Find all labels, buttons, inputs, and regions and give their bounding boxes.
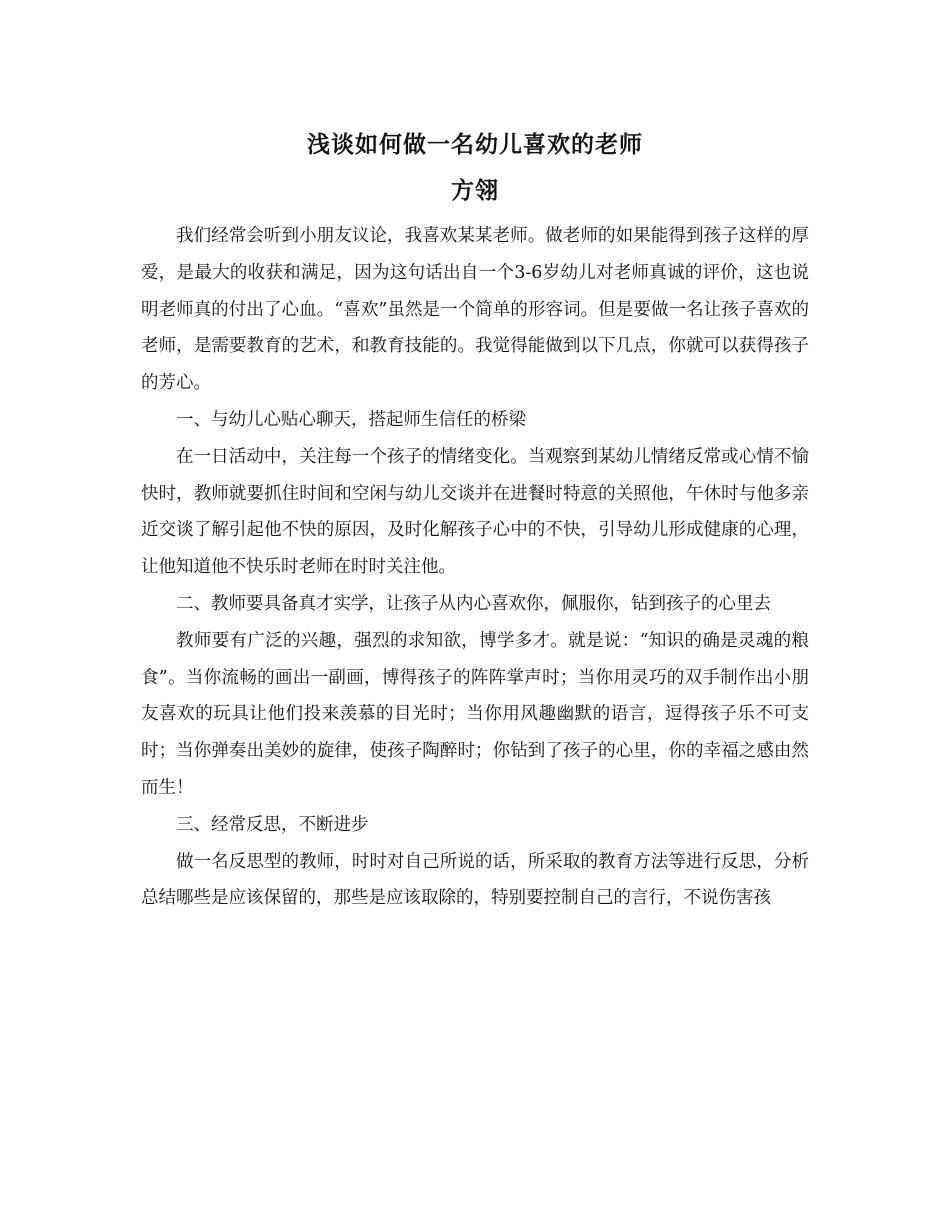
section-paragraph-3: 做一名反思型的教师，时时对自己所说的话，所采取的教育方法等进行反思，分析总结哪些是应该保留的，那些是应该取除的，特别要控制自己的言行，不说伤害孩 bbox=[141, 851, 809, 909]
document-author: 方翎 bbox=[451, 177, 499, 204]
document-title: 浅谈如何做一名幼儿喜欢的老师 bbox=[307, 131, 643, 158]
intro-paragraph: 我们经常会听到小朋友议论，我喜欢某某老师。做老师的如果能得到孩子这样的厚爱，是最大的收获和满足，因为这句话出自一个3-6岁幼儿对老师真诚的评价，这也说明老师真的付出了心血。“喜欢”虽然是一个简单的形容词。但是要做一名让孩子喜欢的老师，是需要教育的艺术，和教育技能的。我觉得能做到以下几点，你就可以获得孩子的芳心。 bbox=[141, 226, 809, 394]
document-body bbox=[141, 218, 809, 917]
section-heading-1: 一、与幼儿心贴心聊天，搭起师生信任的桥梁 bbox=[176, 409, 526, 430]
section-heading-3: 三、经常反思，不断进步 bbox=[176, 814, 369, 835]
section-heading-2: 二、教师要具备真才实学，让孩子从内心喜欢你，佩服你，钻到孩子的心里去 bbox=[176, 593, 771, 614]
section-paragraph-1: 在一日活动中，关注每一个孩子的情绪变化。当观察到某幼儿情绪反常或心情不愉快时，教师就要抓住时间和空闲与幼儿交谈并在进餐时特意的关照他，午休时与他多亲近交谈了解引起他不快的原因，及时化解孩子心中的不快，引导幼儿形成健康的心理，让他知道他不快乐时老师在时时关注他。 bbox=[141, 446, 809, 578]
section-paragraph-2: 教师要有广泛的兴趣，强烈的求知欲，博学多才。就是说：“知识的确是灵魂的粮食”。当你流畅的画出一副画，博得孩子的阵阵掌声时；当你用灵巧的双手制作出小朋友喜欢的玩具让他们投来羡慕的目光时；当你用风趣幽默的语言，逗得孩子乐不可支时；当你弹奏出美妙的旋律，使孩子陶醉时；你钻到了孩子的心里，你的幸福之感由然而生！ bbox=[141, 630, 809, 798]
